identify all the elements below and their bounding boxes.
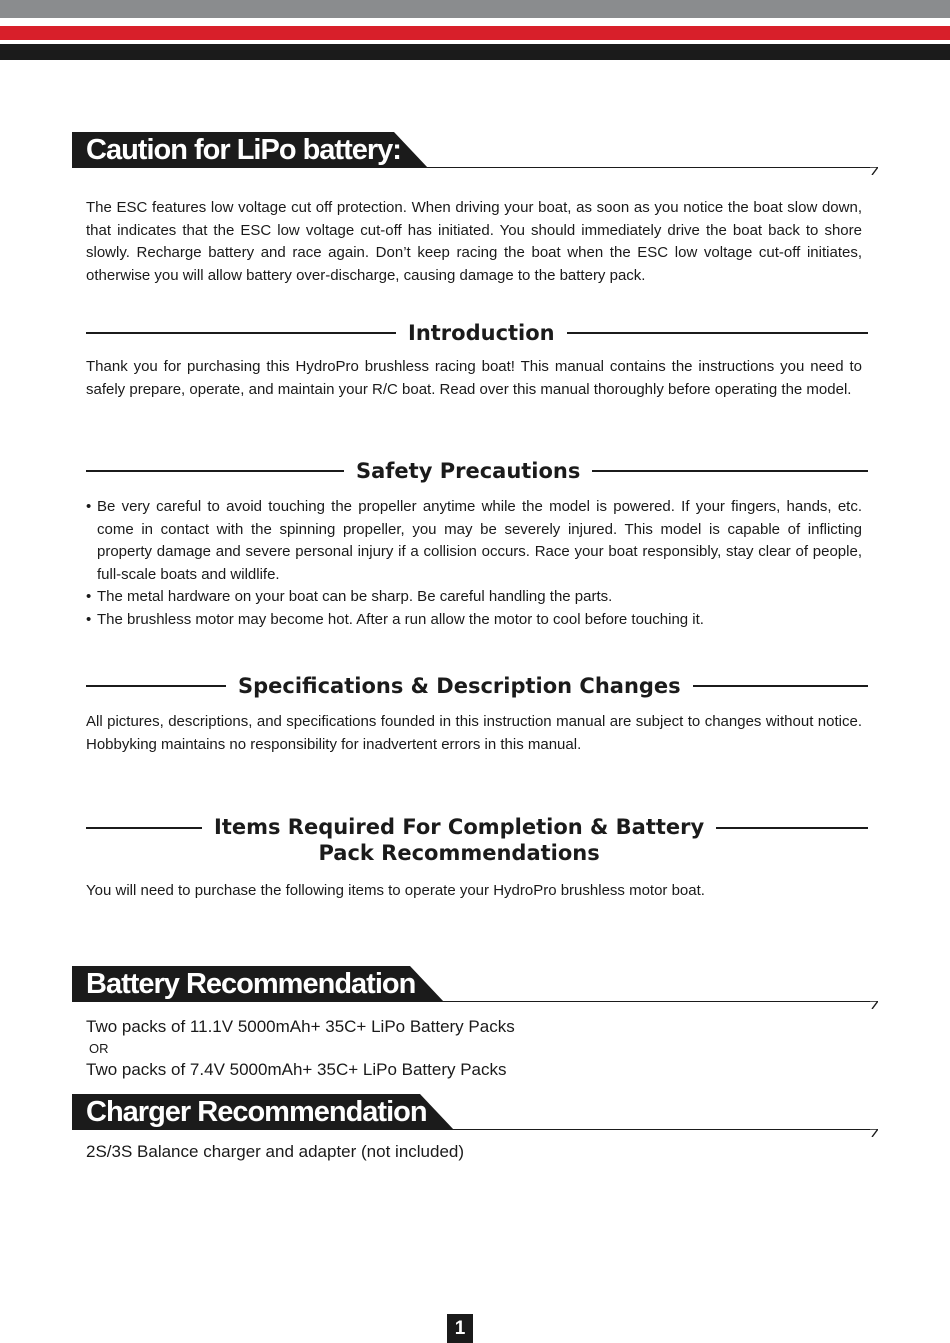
safety-item: • Be very careful to avoid touching the propeller anytime while the model is powered. If your fingers, hands, etc. come in contact with the spinning propeller, you may be severely injured. This model is capable of inflicting property damage and severe personal injury if a collision occurs. Race your boat responsibly, stay clear of people, full-scale boats and wildlife. [86, 496, 862, 586]
caution-banner-title: Caution for LiPo battery: [86, 134, 401, 166]
page-number: 1 [447, 1314, 473, 1343]
battery-banner-title: Battery Recommendation [86, 968, 416, 1000]
header-stripe-grey [0, 0, 950, 18]
header-stripe-red [0, 26, 950, 40]
safety-heading [86, 459, 868, 483]
header-stripe-black [0, 44, 950, 60]
banner-hook-icon [866, 1001, 878, 1009]
specs-heading [86, 674, 868, 698]
items-required-title-line2: Pack Recommendations [318, 841, 600, 865]
charger-banner-title: Charger Recommendation [86, 1096, 427, 1128]
charger-text: 2S/3S Balance charger and adapter (not included) [86, 1142, 465, 1161]
introduction-title: Introduction [408, 321, 555, 345]
items-required-heading [86, 814, 868, 866]
caution-text: The ESC features low voltage cut off protection. When driving your boat, as soon as you notice the boat slow down, that indicates that the ESC low voltage cut-off has initiated. You should immediately drive the boat back to shore slowly. Recharge battery and race again. Don’t keep racing the boat when the ESC low voltage cut-off initiates, otherwise you will allow battery over-discharge, causing damage to the battery pack. [86, 199, 862, 284]
safety-item: • The metal hardware on your boat can be sharp. Be careful handling the parts. [86, 586, 862, 609]
caution-banner [72, 132, 880, 168]
introduction-text: Thank you for purchasing this HydroPro brushless racing boat! This manual contains the instructions you need to safely prepare, operate, and maintain your R/C boat. Read over this manual thoroughly before operating the model. [86, 358, 862, 398]
banner-hook-icon [866, 167, 878, 175]
specs-title: Specifications & Description Changes [238, 674, 681, 698]
banner-hook-icon [866, 1129, 878, 1137]
charger-banner [72, 1094, 880, 1130]
safety-item: • The brushless motor may become hot. After a run allow the motor to cool before touching it. [86, 609, 862, 632]
safety-title: Safety Precautions [356, 459, 581, 483]
battery-or: OR [89, 1041, 109, 1056]
battery-option-1: Two packs of 11.1V 5000mAh+ 35C+ LiPo Battery Packs [86, 1017, 515, 1036]
items-required-text: You will need to purchase the following items to operate your HydroPro brushless motor boat. [86, 882, 705, 899]
specs-text: All pictures, descriptions, and specifications founded in this instruction manual are subject to changes without notice. Hobbyking maintains no responsibility for inadvertent errors in this manual. [86, 713, 862, 753]
battery-banner [72, 966, 880, 1002]
items-required-title-line1: Items Required For Completion & Battery [214, 815, 705, 839]
introduction-heading [86, 321, 868, 345]
safety-list [86, 496, 862, 631]
battery-option-2: Two packs of 7.4V 5000mAh+ 35C+ LiPo Battery Packs [86, 1060, 507, 1079]
